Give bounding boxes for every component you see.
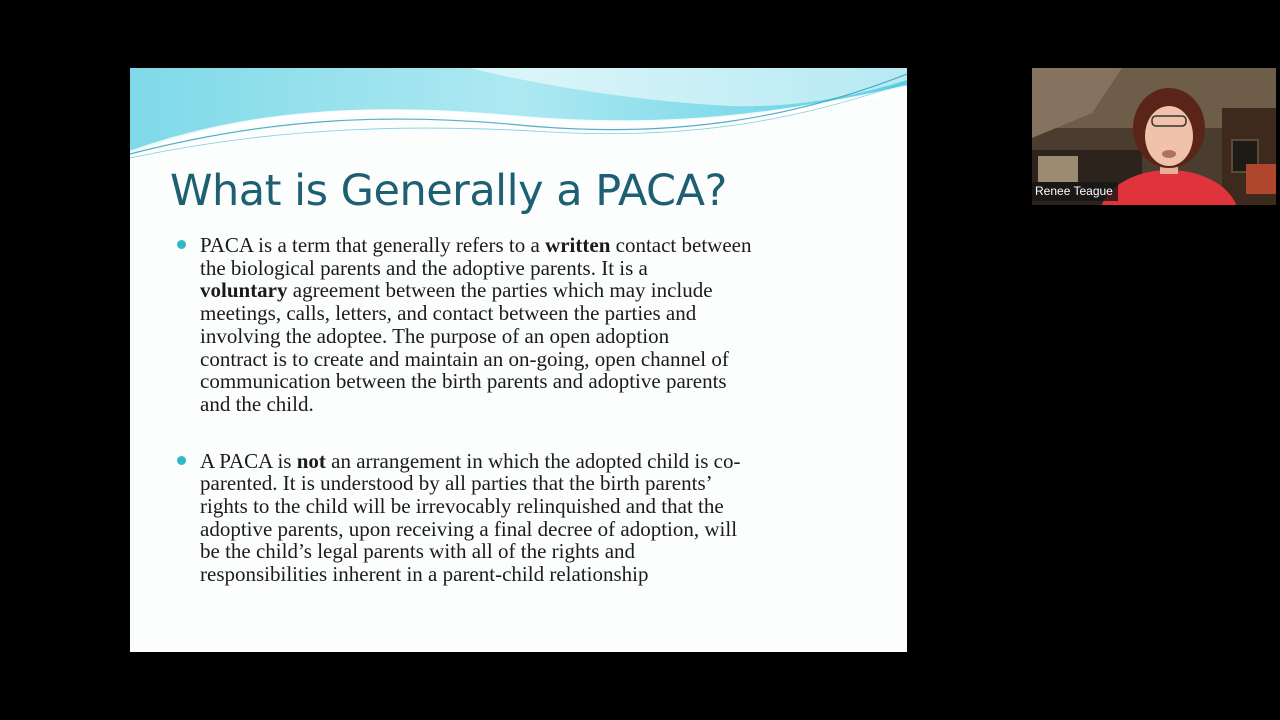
shared-slide bbox=[130, 68, 907, 652]
bullet-text-line: meetings, calls, letters, and contact between the parties and bbox=[200, 301, 697, 326]
bullet-text-line: be the child’s legal parents with all of the rights and bbox=[200, 539, 636, 564]
bullet-text-line: the biological parents and the adoptive parents. It is a bbox=[200, 255, 648, 280]
bullet-dot-icon bbox=[177, 456, 186, 465]
bullet-text-line: contract is to create and maintain an on-going, open channel of bbox=[200, 346, 729, 371]
bullet-dot-icon bbox=[177, 240, 186, 249]
slide-bullet bbox=[177, 234, 877, 416]
participant-video-tile[interactable] bbox=[1032, 68, 1276, 205]
slide-wave-decoration bbox=[130, 68, 907, 168]
participant-name-label: Renee Teague bbox=[1032, 182, 1118, 201]
bullet-text-line: rights to the child will be irrevocably relinquished and that the bbox=[200, 494, 724, 519]
bullet-text-line: adoptive parents, upon receiving a final decree of adoption, will bbox=[200, 516, 738, 541]
bullet-text-line: and the child. bbox=[200, 391, 314, 416]
slide-bullet-list bbox=[177, 234, 877, 586]
bullet-text-line: parented. It is understood by all parties that the birth parents’ bbox=[200, 471, 713, 496]
slide-bullet bbox=[177, 450, 877, 586]
slide-title: What is Generally a PACA? bbox=[170, 166, 727, 216]
bullet-emphasis: not bbox=[296, 448, 326, 473]
bullet-text-line: PACA is a term that generally refers to a written contact between bbox=[200, 233, 752, 257]
bullet-text-line: communication between the birth parents and adoptive parents bbox=[200, 369, 727, 394]
bullet-text-line: responsibilities inherent in a parent-child relationship bbox=[200, 562, 649, 587]
bullet-text-line: voluntary agreement between the parties which may include bbox=[200, 278, 713, 303]
bullet-emphasis: written bbox=[545, 233, 611, 257]
bullet-text-line: A PACA is not an arrangement in which the adopted child is co- bbox=[200, 448, 741, 473]
bullet-emphasis: voluntary bbox=[200, 278, 288, 303]
bullet-text-line: involving the adoptee. The purpose of an open adoption bbox=[200, 323, 670, 348]
